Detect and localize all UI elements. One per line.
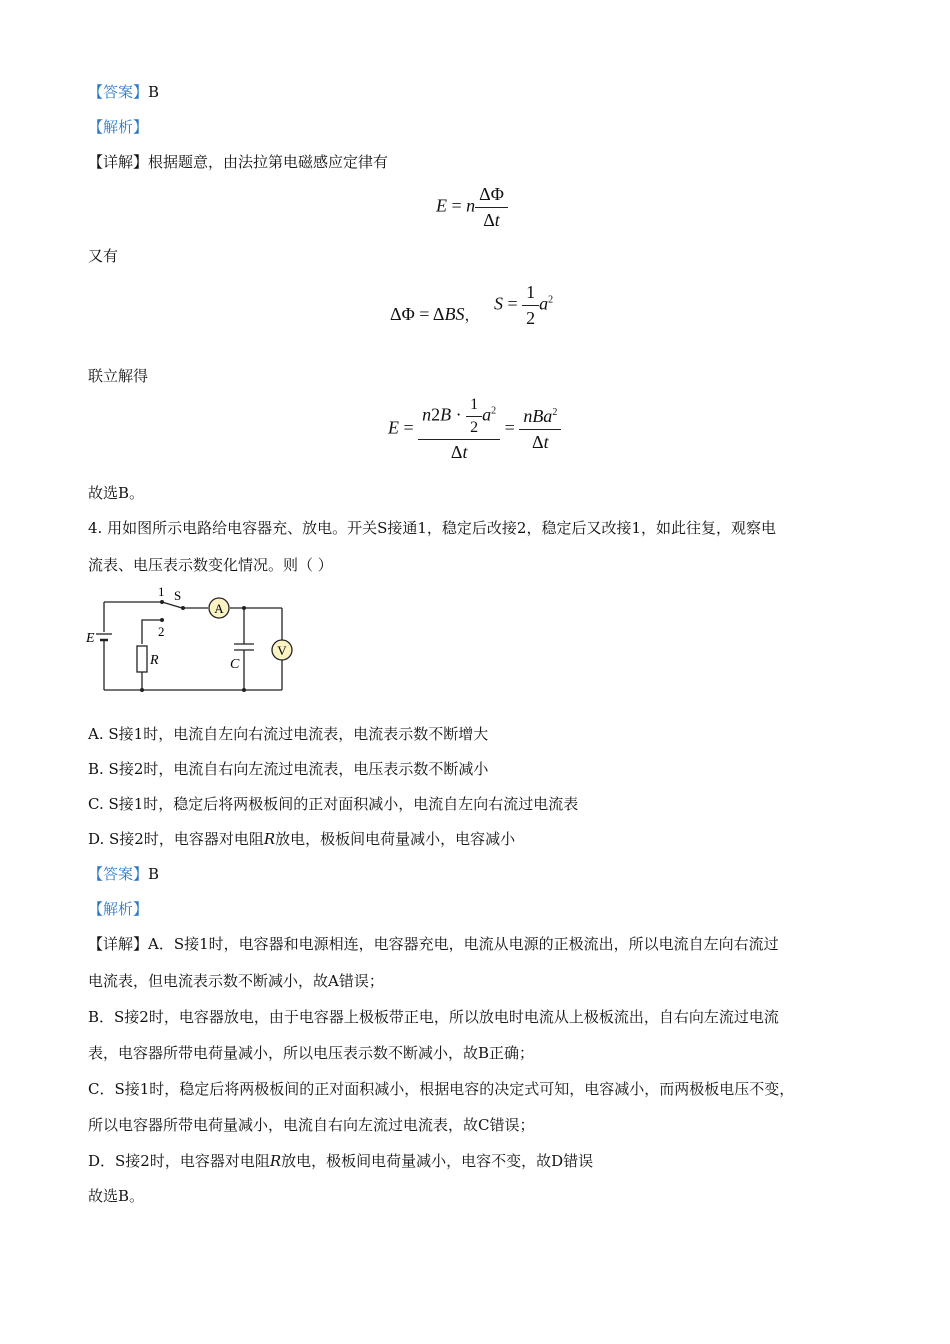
terminal-1-label: 1 [158, 584, 165, 599]
junction-resistor-dot [140, 688, 144, 692]
capacitor-label: C [230, 657, 240, 672]
answer-value: B [148, 865, 160, 883]
detail-a-line1 [88, 934, 779, 954]
detail-a-line2: 电流表，但电流表示数不断减小，故A错误； [88, 972, 384, 990]
option-a: A. S接1时，电流自左向右流过电流表，电流表示数不断增大 [88, 725, 489, 743]
emf-label: E [86, 631, 95, 646]
q3-answer-line [88, 82, 159, 102]
equation-faraday: E = n $\frac{\Delta\Phi}{\Delta t}$ [436, 184, 508, 231]
option-c: C. S接1时，稳定后将两极板间的正对面积减小，电流自左向右流过电流表 [88, 795, 579, 813]
detail-tag: 【详解】 [88, 153, 149, 171]
option-d [88, 829, 515, 849]
detail-c-line2: 所以电容器所带电荷量减小，电流自右向左流过电流表，故C错误； [88, 1116, 535, 1134]
comma: ， [464, 308, 480, 324]
option-d-pre: D. S接2时，电容器对电阻 [88, 830, 264, 848]
detail-b-line1: B．S接2时，电容器放电，由于电容器上极板带正电，所以放电时电流从上极板流出，自右向左流过电流 [88, 1008, 779, 1026]
resistor [137, 646, 147, 672]
equation-result: E = n2B · $\frac{1}{2}$ $a^2$ Δt = $\frac{nBa^2}{\Delta t}$ [388, 396, 561, 463]
junction-top-dot [242, 606, 246, 610]
detail-d-post: 放电，极板间电荷量减小，电容不变，故D错误 [281, 1152, 594, 1170]
switch-pivot-dot [181, 606, 185, 610]
junction-bottom-dot [242, 688, 246, 692]
q3-detail-line [88, 152, 388, 172]
q4-stem-line1: 4. 用如图所示电路给电容器充、放电。开关S接通1，稳定后改接2，稳定后又改接1，如此往复，观察电 [88, 519, 776, 537]
detail-text: 根据题意，由法拉第电磁感应定律有 [148, 153, 389, 171]
terminal-1-dot [160, 600, 164, 604]
option-d-r: R [263, 830, 276, 848]
option-d-post: 放电，极板间电荷量减小，电容减小 [275, 830, 516, 848]
voltmeter-label: V [277, 643, 287, 658]
resistor-label: R [150, 653, 159, 668]
switch-label: S [174, 588, 182, 603]
detail-b-line2: 表，电容器所带电荷量减小，所以电压表示数不断减小，故B正确； [88, 1044, 535, 1062]
answer-tag: 【答案】 [88, 865, 149, 883]
q3-analysis-tag: 【解析】 [88, 118, 149, 136]
q4-stem-line2: 流表、电压表示数变化情况。则（ ） [88, 556, 333, 574]
circuit-diagram [84, 584, 304, 696]
detail-tag: 【详解】 [88, 935, 149, 953]
detail-a-text: A．S接1时，电容器和电源相连，电容器充电，电流从电源的正极流出，所以电流自左向右流过 [148, 935, 779, 953]
detail-d-line [88, 1151, 593, 1171]
answer-value: B [148, 83, 160, 101]
q3-conclusion: 故选B。 [88, 484, 145, 502]
detail-c-line1: C．S接1时，稳定后将两极板间的正对面积减小，根据电容的决定式可知，电容减小，而两极板电压不变， [88, 1080, 795, 1098]
q4-analysis-tag: 【解析】 [88, 900, 149, 918]
q3-also: 又有 [88, 247, 119, 265]
ammeter-label: A [214, 601, 224, 616]
option-b: B. S接2时，电流自右向左流过电流表，电压表示数不断减小 [88, 760, 489, 778]
equation-flux: ΔΦ = ΔBS， [390, 304, 480, 324]
equation-area: S = $\frac{1}{2}$ $a^2$ [494, 282, 554, 328]
q4-conclusion: 故选B。 [88, 1187, 145, 1205]
detail-d-r: R [269, 1152, 282, 1170]
terminal-2-label: 2 [158, 624, 165, 639]
terminal-2-dot [160, 618, 164, 622]
detail-d-pre: D．S接2时，电容器对电阻 [88, 1152, 270, 1170]
q4-answer-line [88, 864, 159, 884]
answer-tag: 【答案】 [88, 83, 149, 101]
q3-combine: 联立解得 [88, 367, 149, 385]
